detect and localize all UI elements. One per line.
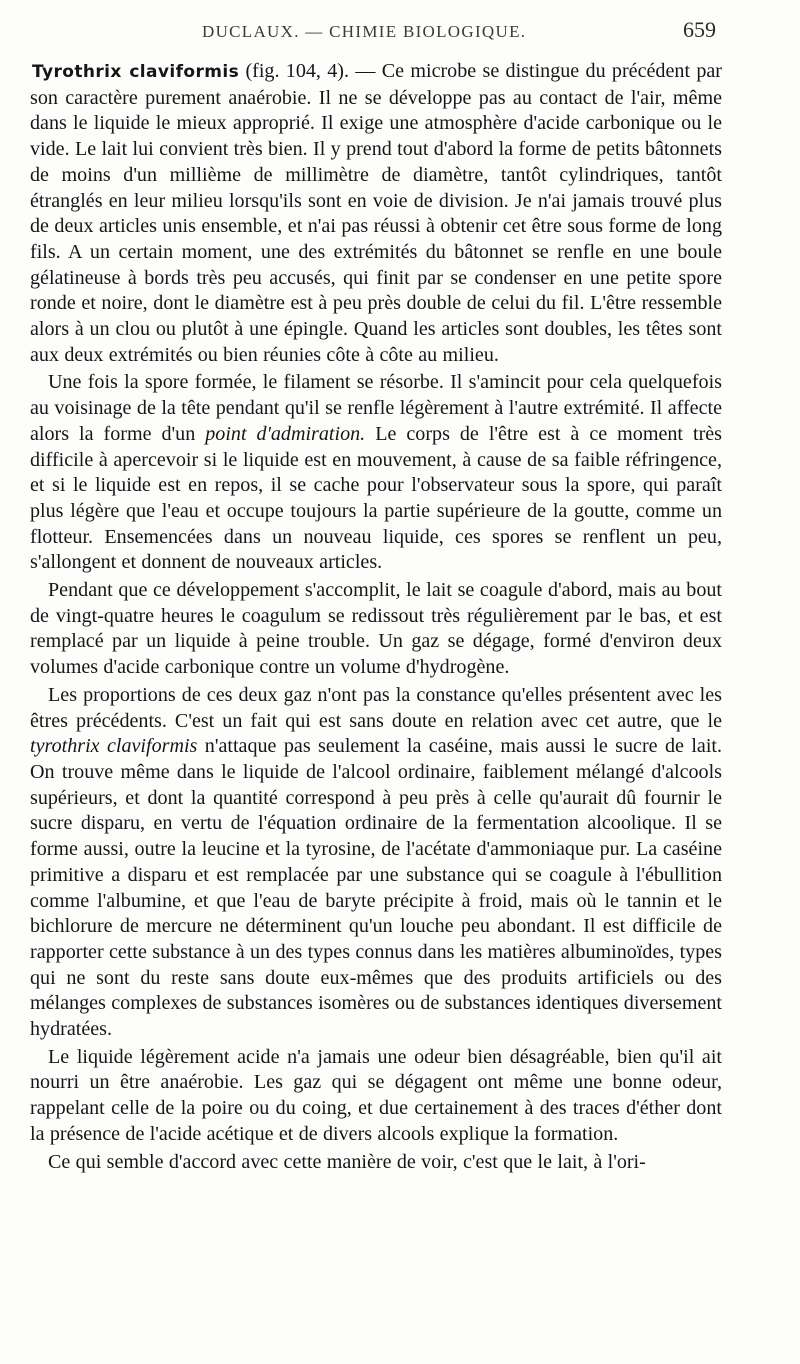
paragraph-text: Le corps de l'être est à ce moment très difficile à apercevoir si le liquide est en mouvement, à cause de sa faible réfringence, et si le liquide est en repos, il se cache pour l'observateur sous la spore, qui paraît plus légère que l'eau et occupe toujours la partie supérieure de la goutte, comme un flotteur. Ensemencées dans un nouveau liquide, ces spores se renflent un peu, s'allongent et donnent de nouveaux articles. xyxy=(30,422,723,574)
page-header xyxy=(150,16,720,48)
paragraph-text: Une fois la spore formée, le filament se résorbe. Il s'amincit pour cela quelquefois au voisinage de la tête pendant qu'il se renfle légèrement à l'autre extrémité. Il affecte alors la forme d'un xyxy=(30,371,722,445)
species-heading: Tyrothrix claviformis xyxy=(32,62,240,82)
italic-term: tyrothrix claviformis xyxy=(30,735,198,758)
paragraph-text: Pendant que ce développement s'accomplit, le lait se coagule d'abord, mais au bout de vingt-quatre heures le coagulum se redissout très régulièrement par le bas, et est remplacé par un liquide à peine trouble. Un gaz se dégage, formé d'environ deux volumes d'acide carbonique contre un volume d'hydrogène. xyxy=(30,579,722,679)
paragraph-text: Ce qui semble d'accord avec cette manière de voir, c'est que le lait, à l'ori- xyxy=(48,1150,646,1173)
body-text xyxy=(30,59,722,1177)
paragraph-spore-formation xyxy=(30,370,722,576)
paragraph-text: Les proportions de ces deux gaz n'ont pas la constance qu'elles présentent avec les êtres précédents. C'est un fait qui est sans doute en relation avec cet autre, que le xyxy=(30,683,722,732)
paragraph-tyrothrix-intro xyxy=(30,59,722,368)
paragraph-conclusion xyxy=(30,1150,722,1176)
page-number: 659 xyxy=(683,17,716,42)
italic-term: point d'admiration. xyxy=(205,422,366,445)
paragraph-gas-proportions xyxy=(30,683,722,1043)
running-head: DUCLAUX. — CHIMIE BIOLOGIQUE. xyxy=(202,22,527,41)
paragraph-text: (fig. 104, 4). — Ce microbe se distingue du précédent par son caractère purement anaérobie. Il ne se développe pas au contact de l'air, même dans le liquide le mieux approprié. Il exige une atmosphère d'acide carbonique ou le vide. Le lait lui convient très bien. Il y prend tout d'abord la forme de petits bâtonnets de moins d'un millième de millimètre de diamètre, tantôt cylindriques, tantôt étranglés en leur milieu lorsqu'ils sont en voie de division. Je n'ai jamais trouvé plus de deux articles unis ensemble, et n'ai pas réussi à obtenir cet être sous forme de long fils. A un certain moment, une des extrémités du bâtonnet se renfle en une boule gélatineuse à bords très peu accusés, qui finit par se condenser en une petite spore ronde et noire, dont le diamètre est à peu près double de celui du fil. L'être ressemble alors à un clou ou plutôt à une épingle. Quand les articles sont doubles, les têtes sont aux deux extrémités ou bien réunies côte à côte au milieu. xyxy=(30,60,722,366)
paragraph-milk-coagulation xyxy=(30,578,722,681)
paragraph-text: n'attaque pas seulement la caséine, mais aussi le sucre de lait. On trouve même dans le liquide de l'alcool ordinaire, faiblement mélangé d'alcools supérieurs, et dont la quantité correspond à peu près à celle qu'aurait dû fournir le sucre disparu, en vertu de l'équation ordinaire de la fermentation alcoolique. Il se forme aussi, outre la leucine et la tyrosine, de l'acétate d'ammoniaque pur. La caséine primitive a disparu et est remplacée par une substance qui se coagule à l'ébullition comme l'albumine, et que l'eau de baryte précipite à froid, mais où le tannin et le bichlorure de mercure ne déterminent qu'un louche peu abondant. Il est difficile de rapporter cette substance à un des types connus dans les matières albuminoïdes, types qui ne sont du reste sans doute eux-mêmes que des produits artificiels ou des mélanges complexes de substances isomères ou de substances identiques diversement hydratées. xyxy=(30,735,723,1041)
paragraph-odor xyxy=(30,1045,722,1148)
paragraph-text: Le liquide légèrement acide n'a jamais une odeur bien désagréable, bien qu'il ait nourri un être anaérobie. Les gaz qui se dégagent ont même une bonne odeur, rappelant celle de la poire ou du coing, et due certainement à des traces d'éther dont la présence de l'acide acétique et de divers alcools explique la formation. xyxy=(30,1045,722,1145)
